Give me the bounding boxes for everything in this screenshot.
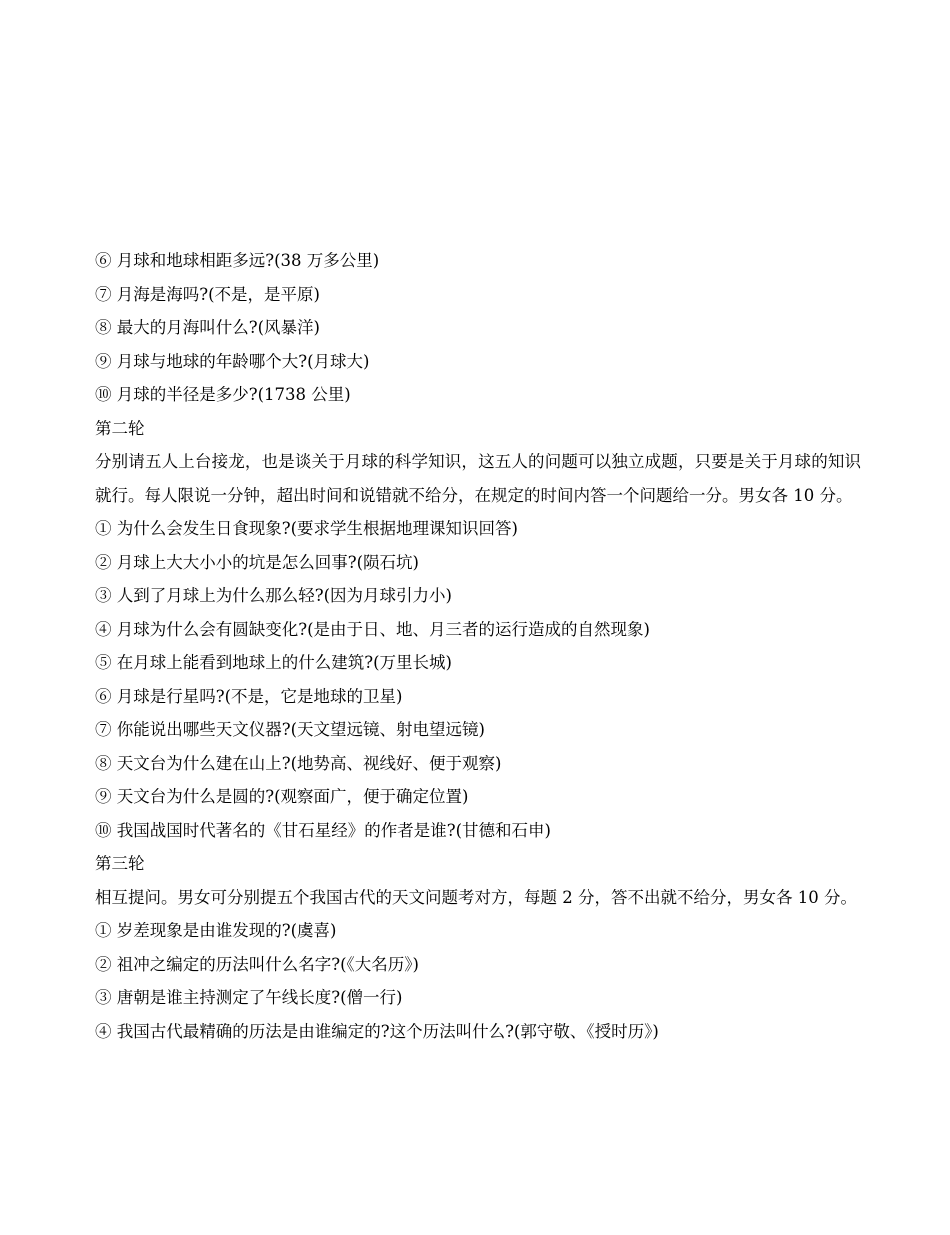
question-item: ① 岁差现象是由谁发现的?(虞喜) <box>95 921 337 940</box>
round2-intro: 分别请五人上台接龙，也是谈关于月球的科学知识，这五人的问题可以独立成题，只要是关于月球的知识就行。每人限说一分钟，超出时间和说错就不给分，在规定的时间内答一个问题给一分。男女各 10 分。 <box>95 452 861 505</box>
question-item: ⑦ 月海是海吗?(不是，是平原) <box>95 284 320 304</box>
question-item: ⑨ 天文台为什么是圆的?(观察面广，便于确定位置) <box>95 787 469 806</box>
section-heading-round3: 第三轮 <box>95 854 145 873</box>
question-item: ⑥ 月球和地球相距多远?(38 万多公里) <box>95 251 380 270</box>
document-body <box>95 244 861 1048</box>
question-item: ① 为什么会发生日食现象?(要求学生根据地理课知识回答) <box>95 519 518 538</box>
question-item: ③ 唐朝是谁主持测定了午线长度?(僧一行) <box>95 988 403 1007</box>
question-item: ⑩ 我国战国时代著名的《甘石星经》的作者是谁?(甘德和石申) <box>95 820 551 840</box>
question-item: ⑦ 你能说出哪些天文仪器?(天文望远镜、射电望远镜) <box>95 720 485 739</box>
question-item: ⑨ 月球与地球的年龄哪个大?(月球大) <box>95 351 370 371</box>
question-item: ② 祖冲之编定的历法叫什么名字?(《大名历》) <box>95 954 419 974</box>
question-item: ⑧ 最大的月海叫什么?(风暴洋) <box>95 318 320 337</box>
question-item: ⑧ 天文台为什么建在山上?(地势高、视线好、便于观察) <box>95 753 502 773</box>
question-item: ④ 我国古代最精确的历法是由谁编定的?这个历法叫什么?(郭守敬、《授时历》) <box>95 1021 659 1041</box>
section-heading-round2: 第二轮 <box>95 418 145 438</box>
question-item: ③ 人到了月球上为什么那么轻?(因为月球引力小) <box>95 586 452 605</box>
question-item: ⑩ 月球的半径是多少?(1738 公里) <box>95 385 351 404</box>
question-item: ⑥ 月球是行星吗?(不是，它是地球的卫星) <box>95 686 403 706</box>
round3-intro: 相互提问。男女可分别提五个我国古代的天文问题考对方，每题 2 分，答不出就不给分，男女各 10 分。 <box>95 887 857 907</box>
question-item: ② 月球上大大小小的坑是怎么回事?(陨石坑) <box>95 552 419 572</box>
question-item: ⑤ 在月球上能看到地球上的什么建筑?(万里长城) <box>95 653 452 672</box>
question-item: ④ 月球为什么会有圆缺变化?(是由于日、地、月三者的运行造成的自然现象) <box>95 619 650 639</box>
